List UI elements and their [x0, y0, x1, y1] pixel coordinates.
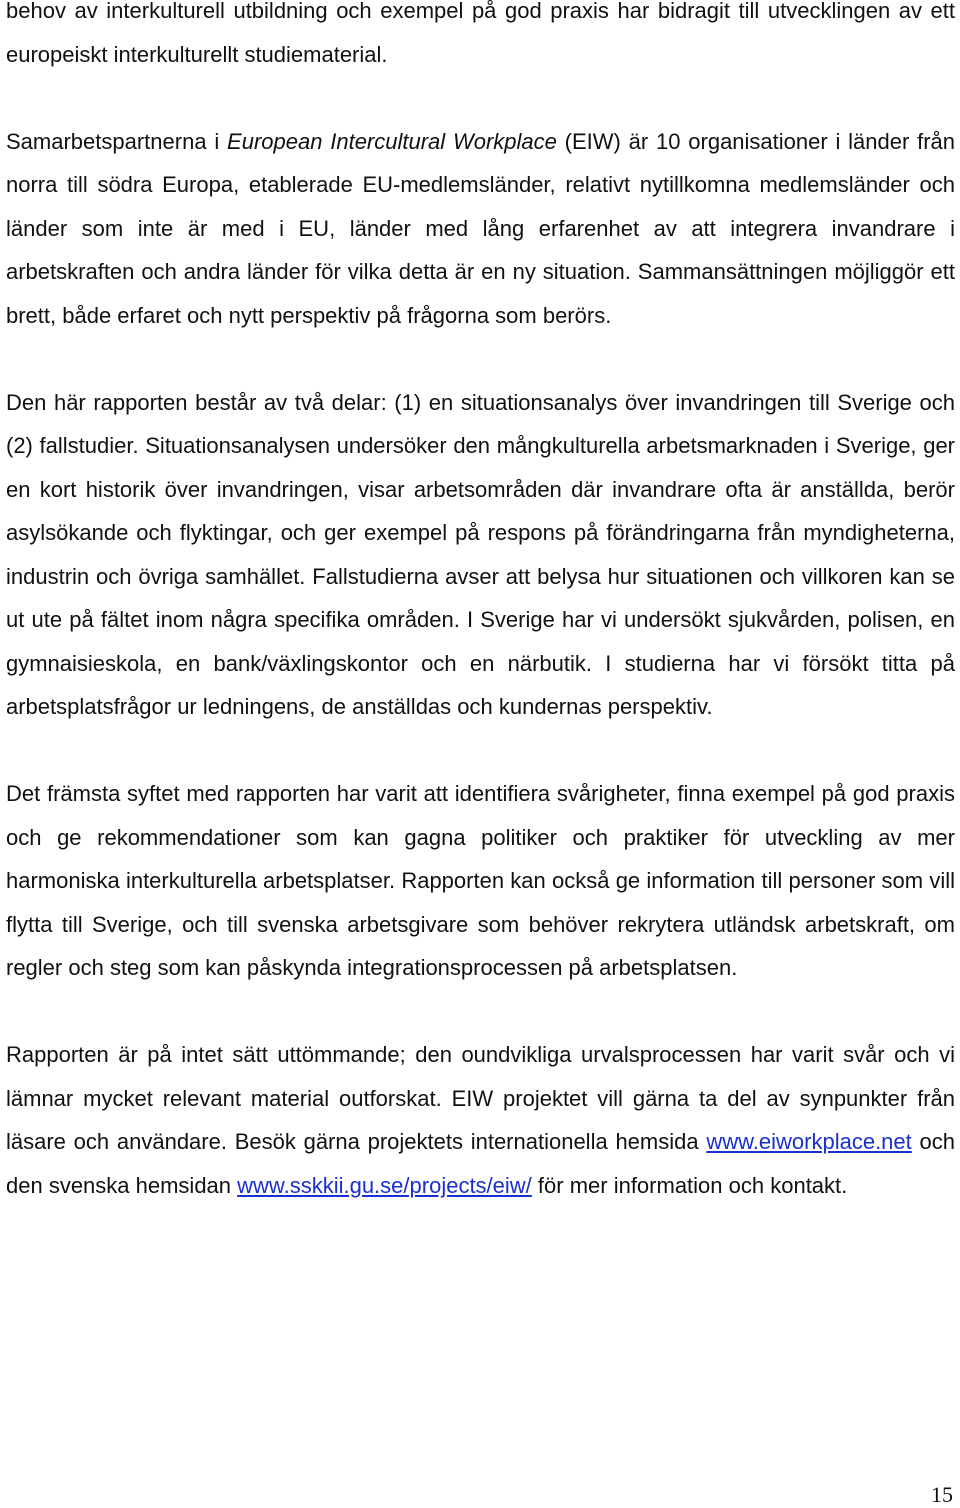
paragraph-1: [6, 0, 955, 76]
paragraph-5-text: Rapporten är på intet sätt uttömmande; den oundvikliga urvalsprocessen har varit svår och vi lämnar mycket relevant material outforskat. EIW projektet vill gärna ta del av synpunkter från läsare och användare. Besök gärna projektets internationella hemsida: [6, 1042, 955, 1154]
paragraph-1-text: behov av interkulturell utbildning och exempel på god praxis har bidragit till utvecklingen av ett europeiskt interkulturellt studiematerial.: [6, 0, 955, 67]
international-site-link[interactable]: www.eiworkplace.net: [706, 1129, 912, 1154]
page-number: 15: [931, 1482, 953, 1507]
paragraph-2: [6, 120, 955, 338]
paragraph-3-text: Den här rapporten består av två delar: (1) en situationsanalys över invandringen till Sverige och (2) fallstudier. Situationsanalysen undersöker den mångkulturella arbetsmarknaden i Sverige, ger en kort historik över invandringen, visar arbetsområden där invandrare ofta är anställda, berör asylsökande och flyktingar, och ger exempel på respons på förändringarna från myndigheterna, industrin och övriga samhället. Fallstudierna avser att belysa hur situationen och villkoren kan se ut ute på fältet inom några specifika områden. I Sverige har vi undersökt sjukvården, polisen, en gymnaisieskola, en bank/växlingskontor och en närbutik. I studierna har vi försökt titta på arbetsplatsfrågor ur ledningens, de anställdas och kundernas perspektiv.: [6, 389, 955, 719]
project-name-italic: European Intercultural Workplace: [227, 128, 557, 154]
paragraph-5: [6, 1033, 955, 1207]
paragraph-2-before: Samarbetspartnerna i: [6, 128, 228, 154]
paragraph-4-text: Det främsta syftet med rapporten har varit att identifiera svårigheter, finna exempel på god praxis och ge rekommendationer som kan gagna politiker och praktiker för utveckling av mer harmoniska interkulturella arbetsplatser. Rapporten kan också ge information till personer som vill flytta till Sverige, och till svenska arbetsgivare som behöver rekrytera utländsk arbetskraft, om regler och steg som kan påskynda integrationsprocessen på arbetsplatsen.: [6, 781, 955, 980]
document-page: [6, 0, 955, 1207]
paragraph-3: [6, 381, 955, 729]
paragraph-5-after: för mer information och kontakt.: [531, 1172, 848, 1198]
paragraph-5-middle: och den svenska hemsidan: [6, 1129, 955, 1198]
paragraph-2-after: (EIW) är 10 organisationer i länder från norra till södra Europa, etablerade EU-medlemsländer, relativt nytillkomna medlemsländer och länder som inte är med i EU, länder med lång erfarenhet av att integrera invandrare i arbetskraften och andra länder för vilka detta är en ny situation. Sammansättningen möjliggör ett brett, både erfaret och nytt perspektiv på frågorna som berörs.: [6, 128, 956, 328]
swedish-site-link[interactable]: www.sskkii.gu.se/projects/eiw/: [237, 1172, 532, 1198]
paragraph-4: [6, 772, 955, 990]
